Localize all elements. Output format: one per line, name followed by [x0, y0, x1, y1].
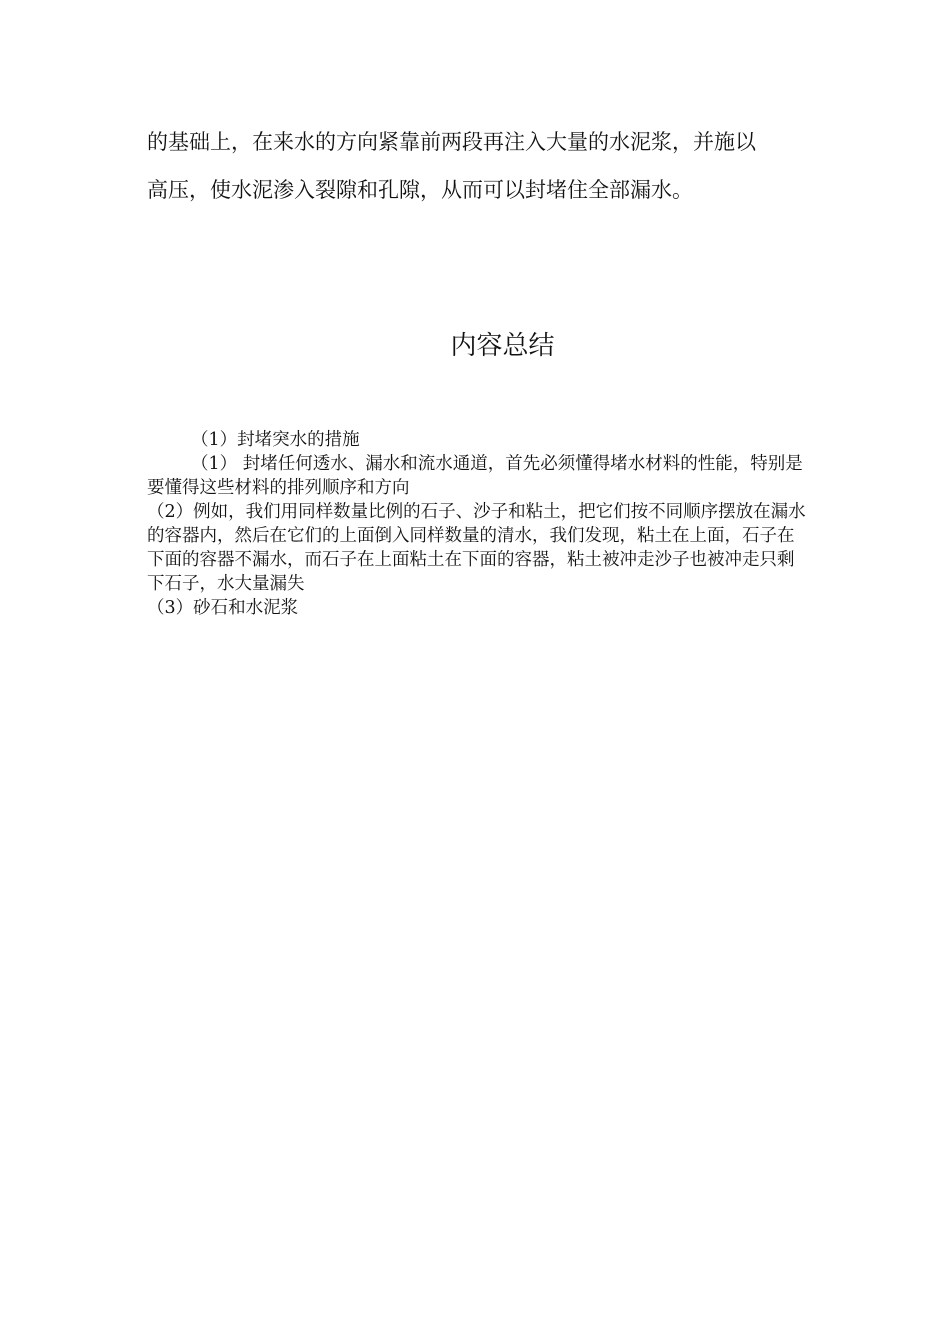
summary-title: 内容总结 [450, 331, 555, 361]
summary-item-1: （1）封堵突水的措施 [191, 430, 360, 450]
summary-item-4: （3）砂石和水泥浆 [147, 598, 299, 618]
summary-item-3: （2）例如，我们用同样数量比例的石子、沙子和粘土，把它们按不同顺序摆放在漏水的容器内，然后在它们的上面倒入同样数量的清水，我们发现，粘土在上面，石子在下面的容器不漏水，而石子在上面粘土在下面的容器，粘土被冲走沙子也被冲走只剩下石子，水大量漏失 [147, 502, 806, 594]
intro-paragraph [147, 118, 807, 214]
summary-body [147, 428, 807, 620]
summary-item-2: （1） 封堵任何透水、漏水和流水通道，首先必须懂得堵水材料的性能，特别是要懂得这些材料的排列顺序和方向 [147, 454, 803, 498]
intro-line-1: 的基础上，在来水的方向紧靠前两段再注入大量的水泥浆，并施以 [147, 130, 756, 154]
intro-line-2: 高压，使水泥渗入裂隙和孔隙，从而可以封堵住全部漏水。 [147, 178, 693, 202]
